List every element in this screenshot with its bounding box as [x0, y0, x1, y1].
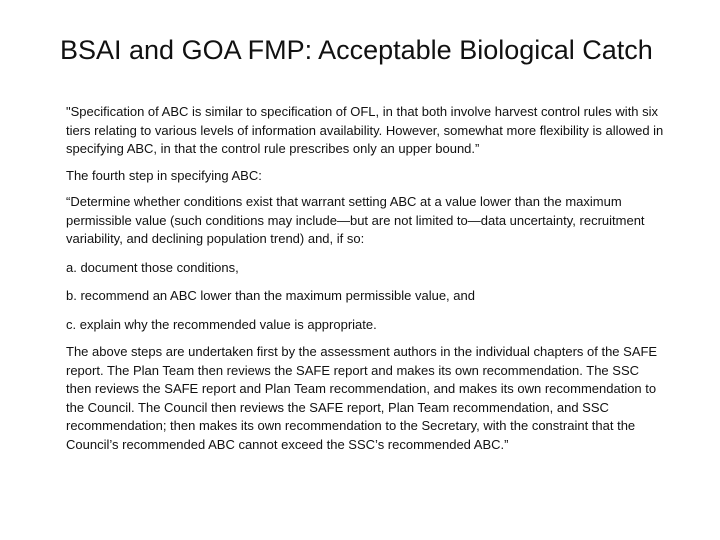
paragraph-abc-specification: "Specification of ABC is similar to specification of OFL, in that both involve harvest control rules with six tiers relating to various levels of information availability. However, somewhat more flexibility is allowed in specifying ABC, in that the control rule prescribes only an upper bound.”	[66, 104, 664, 156]
paragraph-fourth-step-heading: The fourth step in specifying ABC:	[66, 167, 262, 183]
list-item-a: a. document those conditions,	[66, 259, 239, 275]
list-item-c: c. explain why the recommended value is appropriate.	[66, 316, 377, 332]
paragraph-review-process: The above steps are undertaken first by the assessment authors in the individual chapters of the SAFE report. The Plan Team then reviews the SAFE report and makes its own recommendation. The SSC then reviews the SAFE report and Plan Team recommendation, and makes its own recommendation to the Council. The Council then reviews the SAFE report, Plan Team recommendation, and SSC recommendation; then makes its own recommendation to the Secretary, with the constraint that the Council’s recommended ABC cannot exceed the SSC’s recommended ABC.”	[66, 344, 658, 452]
paragraph-determine-conditions: “Determine whether conditions exist that warrant setting ABC at a value lower than the maximum permissible value (such conditions may include—but are not limited to—data uncertainty, recruitment variability, and declining population trend) and, if so:	[66, 194, 645, 246]
slide-body	[66, 103, 666, 454]
list-item-b: b. recommend an ABC lower than the maximum permissible value, and	[66, 288, 475, 303]
slide-title: BSAI and GOA FMP: Acceptable Biological Catch	[60, 35, 653, 65]
